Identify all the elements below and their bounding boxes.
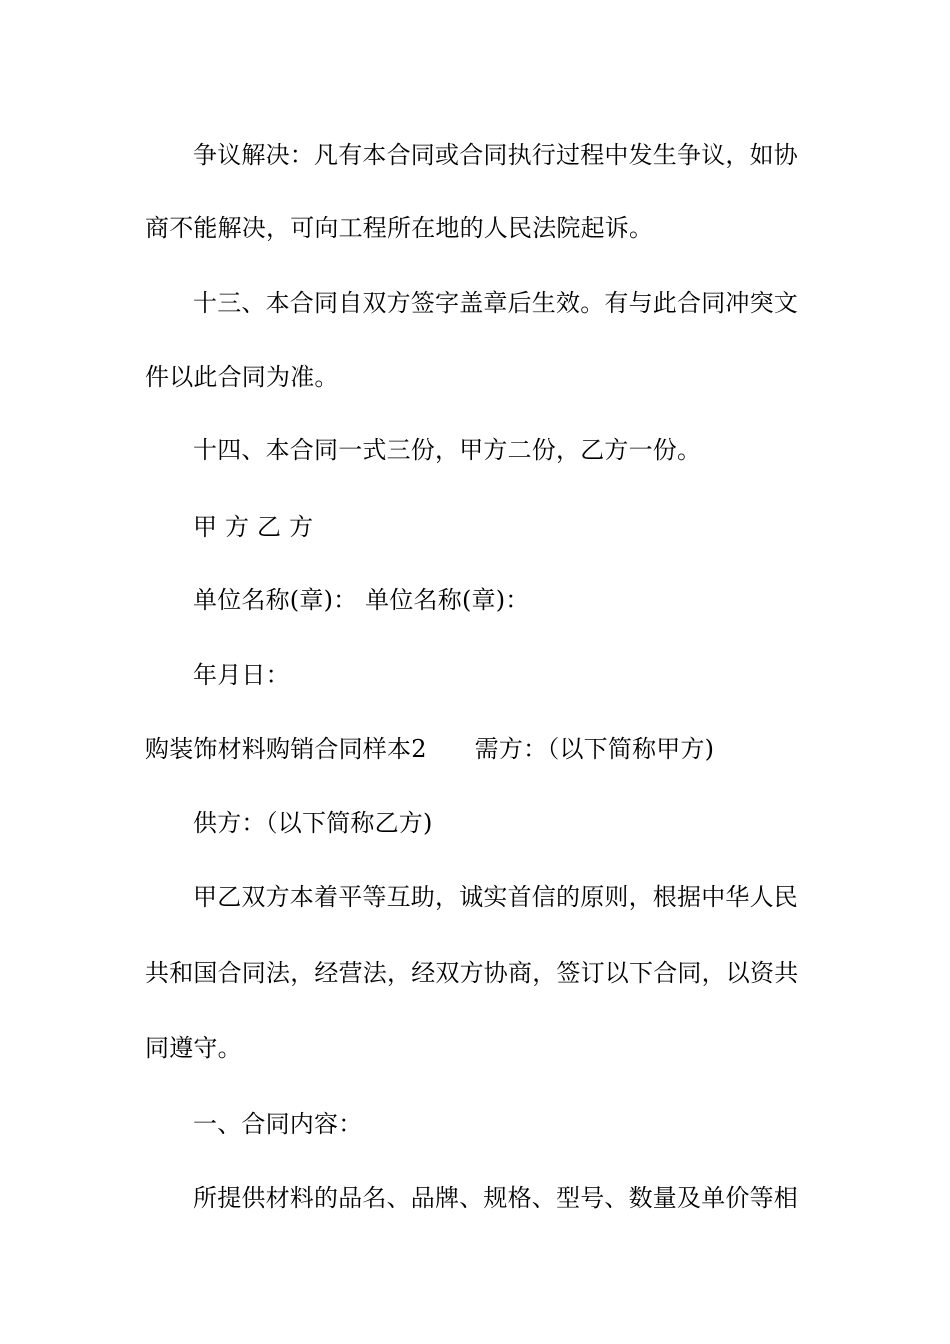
contract-title-line (145, 734, 815, 764)
paragraph-line-1: 争议解决：凡有本合同或合同执行过程中发生争议，如协 (193, 141, 798, 169)
date-line: 年月日： (193, 661, 290, 689)
paragraph-line-4: 件以此合同为准。 (145, 363, 339, 391)
paragraph-line-5: 十四、本合同一式三份，甲方二份，乙方一份。 (193, 436, 702, 464)
buyer-line: 需方：（以下简称甲方) (474, 735, 715, 763)
paragraph-line-2: 商不能解决，可向工程所在地的人民法院起诉。 (145, 214, 654, 242)
section-heading-line: 一、合同内容： (193, 1110, 363, 1138)
paragraph-line-8: 同遵守。 (145, 1034, 242, 1062)
company-name-line: 单位名称(章)： 单位名称(章)： (193, 586, 530, 614)
party-heading-line: 甲 方 乙 方 (193, 513, 314, 541)
supplier-line: 供方：（以下简称乙方) (193, 809, 433, 837)
paragraph-line-7: 共和国合同法，经营法，经双方协商，签订以下合同，以资共 (145, 959, 799, 987)
paragraph-line-6: 甲乙双方本着平等互助，诚实首信的原则，根据中华人民 (193, 883, 798, 911)
contract-title: 购装饰材料购销合同样本2 (145, 735, 427, 763)
paragraph-line-3: 十三、本合同自双方签字盖章后生效。有与此合同冲突文 (193, 289, 798, 317)
paragraph-line-9: 所提供材料的品名、品牌、规格、型号、数量及单价等相 (193, 1184, 798, 1212)
